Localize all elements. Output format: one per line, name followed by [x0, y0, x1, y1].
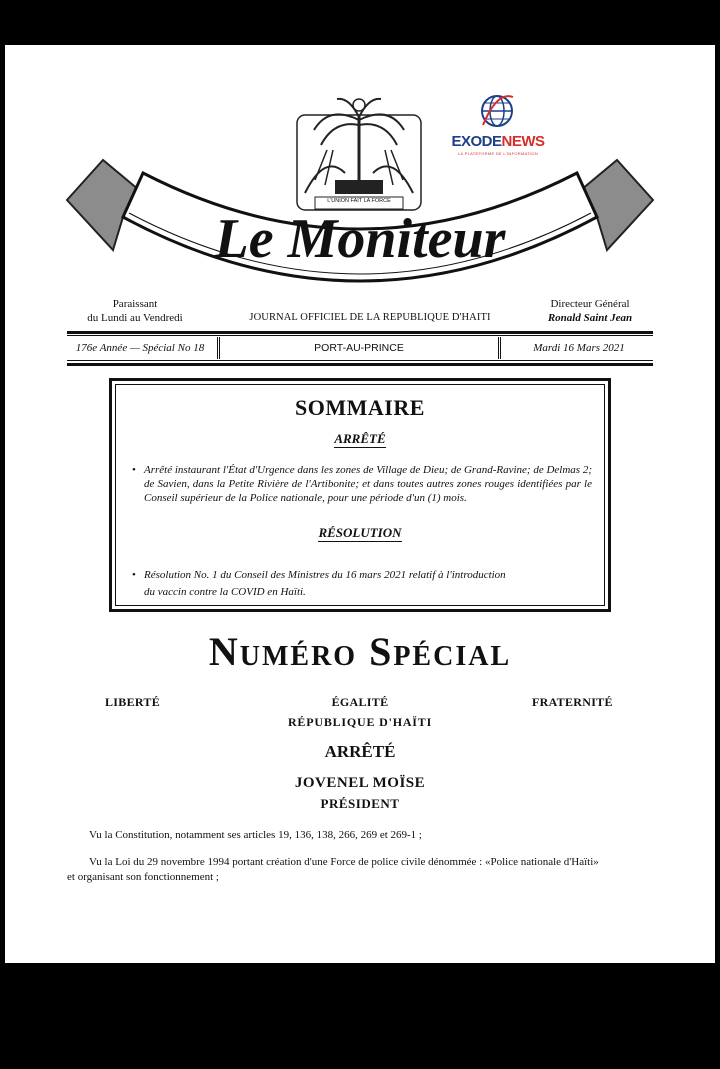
sommaire-section-arrete: ARRÊTÉ [334, 431, 386, 446]
badge-exode: EXODE [451, 133, 502, 150]
journal-subtitle: JOURNAL OFFICIEL DE LA REPUBLIQUE D'HAITI [249, 312, 491, 323]
vu-loi: Vu la Loi du 29 novembre 1994 portant création d'une Force de police civile dénommée : «Police nationale d'Haïti» et organisant son fonctionnement ; [67, 856, 599, 883]
coat-of-arms-icon [297, 99, 421, 210]
sommaire-box [109, 378, 611, 612]
numero-special-heading: Numéro Spécial [208, 629, 512, 674]
sommaire-title: SOMMAIRE [295, 395, 425, 420]
badge-news: NEWS [501, 133, 545, 150]
edition-date: Mardi 16 Mars 2021 [533, 342, 625, 354]
exodenews-logo [443, 83, 553, 163]
sommaire-item-arrete: • Arrêté instaurant l'État d'Urgence dans les zones de Village de Dieu; de Grand-Ravine; de Delmas 2; de Savien, dans la Petite Rivière de l'Artibonite; et dans toutes autres zones rouges identifiées par le Conseil supérieur de la Police nationale, pour une période d'un (1) mois. [132, 464, 592, 504]
motto-egalite: ÉGALITÉ [331, 695, 389, 709]
masthead-banner [5, 45, 715, 295]
motto-liberte: LIBERTÉ [105, 695, 161, 709]
header-rule-bottom [67, 363, 653, 366]
masthead-title: Le Moniteur [214, 208, 506, 270]
vu-constitution: Vu la Constitution, notamment ses articles 19, 136, 138, 266, 269 et 269-1 ; [89, 829, 422, 841]
badge-tagline: LA PLATEFORME DE L'INFORMATION [457, 151, 539, 156]
republique-heading: RÉPUBLIQUE D'HAÏTI [287, 715, 433, 729]
president-name: JOVENEL MOÏSE [294, 775, 426, 791]
president-title: PRÉSIDENT [320, 796, 400, 811]
motto-fraternite: FRATERNITÉ [532, 695, 613, 709]
document-page [5, 45, 715, 963]
sommaire-section-resolution: RÉSOLUTION [318, 525, 402, 540]
publication-schedule: Paraissant du Lundi au Vendredi [87, 298, 183, 324]
sommaire-item-resolution: • Résolution No. 1 du Conseil des Ministres du 16 mars 2021 relatif à l'introduction du vaccin contre la COVID en Haïti. [132, 569, 506, 598]
emblem-motto: L'UNION FAIT LA FORCE [327, 198, 391, 204]
director-block: Directeur Général Ronald Saint Jean [547, 298, 633, 324]
edition-city: PORT-AU-PRINCE [217, 337, 501, 359]
edition-number: 176e Année — Spécial No 18 [75, 342, 205, 354]
edition-info-row [67, 337, 653, 359]
globe-icon [477, 89, 517, 129]
header-rule-top [67, 331, 653, 334]
arrete-heading: ARRÊTÉ [324, 742, 396, 761]
